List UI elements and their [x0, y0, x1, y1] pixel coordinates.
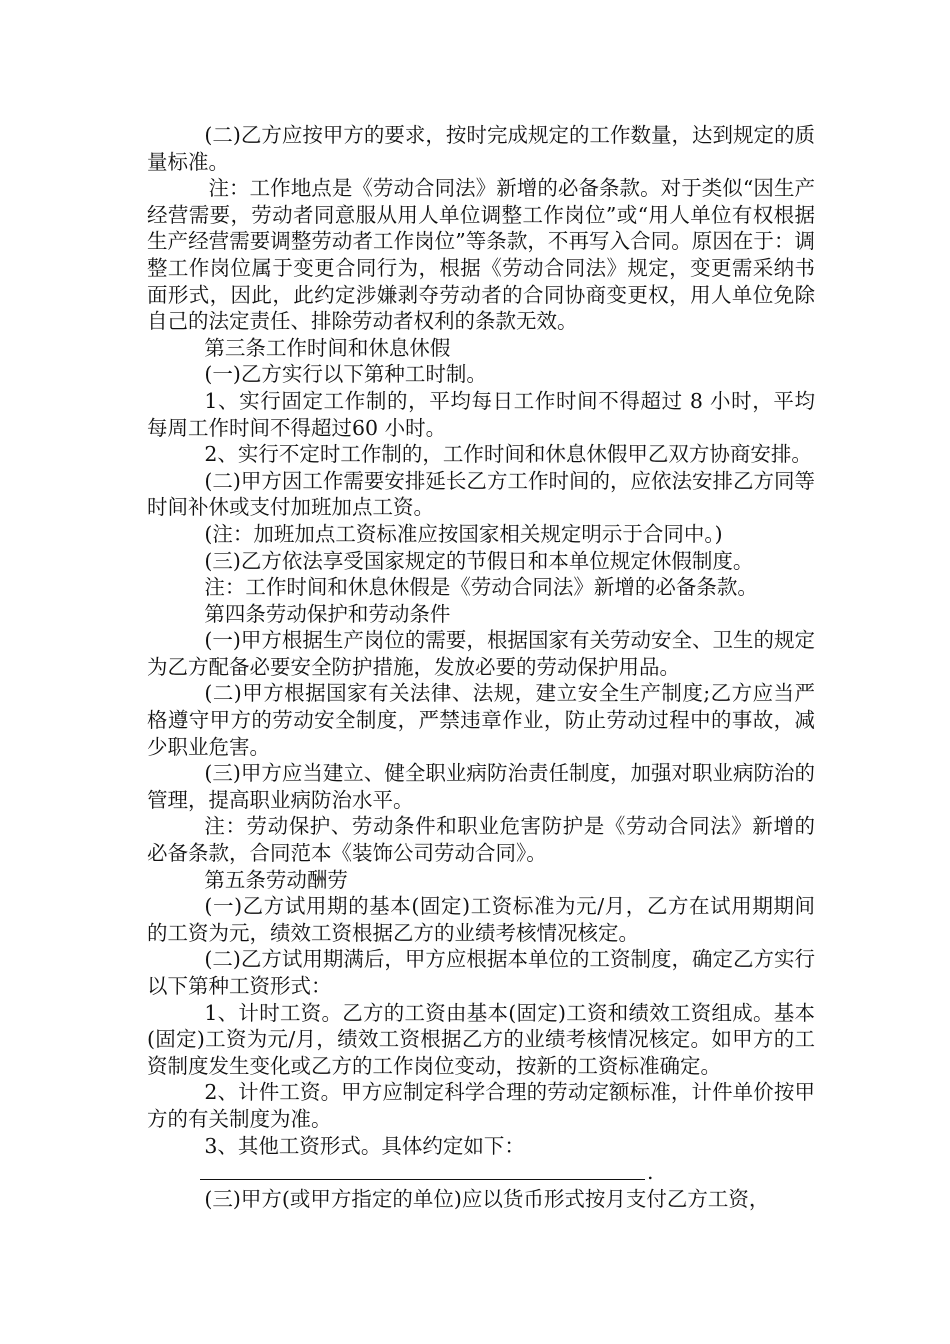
paragraph-1: (二)乙方应按甲方的要求，按时完成规定的工作数量，达到规定的质量标准。 — [147, 123, 815, 174]
document-body — [147, 122, 815, 1212]
paragraph-14: (三)甲方应当建立、健全职业病防治责任制度，加强对职业病防治的管理，提高职业病防治水平。 — [147, 761, 815, 812]
paragraph-17: (一)乙方试用期的基本(固定)工资标准为元/月，乙方在试用期期间的工资为元，绩效工资根据乙方的业绩考核情况核定。 — [147, 894, 815, 945]
paragraph-7: (二)甲方因工作需要安排延长乙方工作时间的，应依法安排乙方同等时间补休或支付加班加点工资。 — [147, 468, 815, 520]
paragraph-13: (二)甲方根据国家有关法律、法规，建立安全生产制度;乙方应当严格遵守甲方的劳动安全制度，严禁违章作业，防止劳动过程中的事故，减少职业危害。 — [147, 681, 815, 759]
paragraph-20: 2、计件工资。甲方应制定科学合理的劳动定额标准，计件单价按甲方的有关制度为准。 — [147, 1080, 815, 1131]
section-heading-5: 第五条劳动酬劳 — [204, 867, 348, 892]
fill-in-blank-line — [147, 1159, 815, 1186]
paragraph-19: 1、计时工资。乙方的工资由基本(固定)工资和绩效工资组成。基本(固定)工资为元/月，绩效工资根据乙方的业绩考核情况核定。如甲方的工资制度发生变化或乙方的工作岗位变动，按新的工资标准确定。 — [147, 1000, 815, 1078]
section-heading-3: 第三条工作时间和休息休假 — [204, 335, 451, 360]
blank-underline — [200, 1179, 645, 1180]
blank-end-mark: . — [647, 1160, 654, 1185]
paragraph-21: 3、其他工资形式。具体约定如下： — [204, 1133, 525, 1158]
paragraph-12: (一)甲方根据生产岗位的需要，根据国家有关劳动安全、卫生的规定为乙方配备必要安全防护措施，发放必要的劳动保护用品。 — [147, 628, 815, 679]
paragraph-18: (二)乙方试用期满后，甲方应根据本单位的工资制度，确定乙方实行以下第种工资形式： — [147, 947, 815, 998]
paragraph-6: 2、实行不定时工作制的，工作时间和休息休假甲乙双方协商安排。 — [204, 442, 812, 467]
paragraph-4: (一)乙方实行以下第种工时制。 — [204, 362, 487, 387]
paragraph-10-note: 注：工作时间和休息休假是《劳动合同法》新增的必备条款。 — [204, 575, 758, 600]
paragraph-8-note: (注：加班加点工资标准应按国家相关规定明示于合同中。) — [204, 521, 723, 546]
paragraph-15-note: 注：劳动保护、劳动条件和职业危害防护是《劳动合同法》新增的必备条款，合同范本《装饰公司劳动合同》。 — [147, 814, 815, 866]
paragraph-2-note: 注：工作地点是《劳动合同法》新增的必备条款。对于类似“因生产经营需要，劳动者同意服从用人单位调整工作岗位”或“用人单位有权根据生产经营需要调整劳动者工作岗位”等条款，不再写入合同。原因在于：调整工作岗位属于变更合同行为，根据《劳动合同法》规定，变更需采纳书面形式，因此，此约定涉嫌剥夺劳动者的合同协商变更权，用人单位免除自己的法定责任、排除劳动者权利的条款无效。 — [147, 176, 815, 334]
paragraph-last: (三)甲方(或甲方指定的单位)应以货币形式按月支付乙方工资， — [204, 1186, 770, 1211]
paragraph-9: (三)乙方依法享受国家规定的节假日和本单位规定休假制度。 — [204, 548, 754, 573]
section-heading-4: 第四条劳动保护和劳动条件 — [204, 601, 451, 626]
paragraph-5: 1、实行固定工作制的，平均每日工作时间不得超过 8 小时，平均每周工作时间不得超过60 小时。 — [147, 388, 815, 440]
